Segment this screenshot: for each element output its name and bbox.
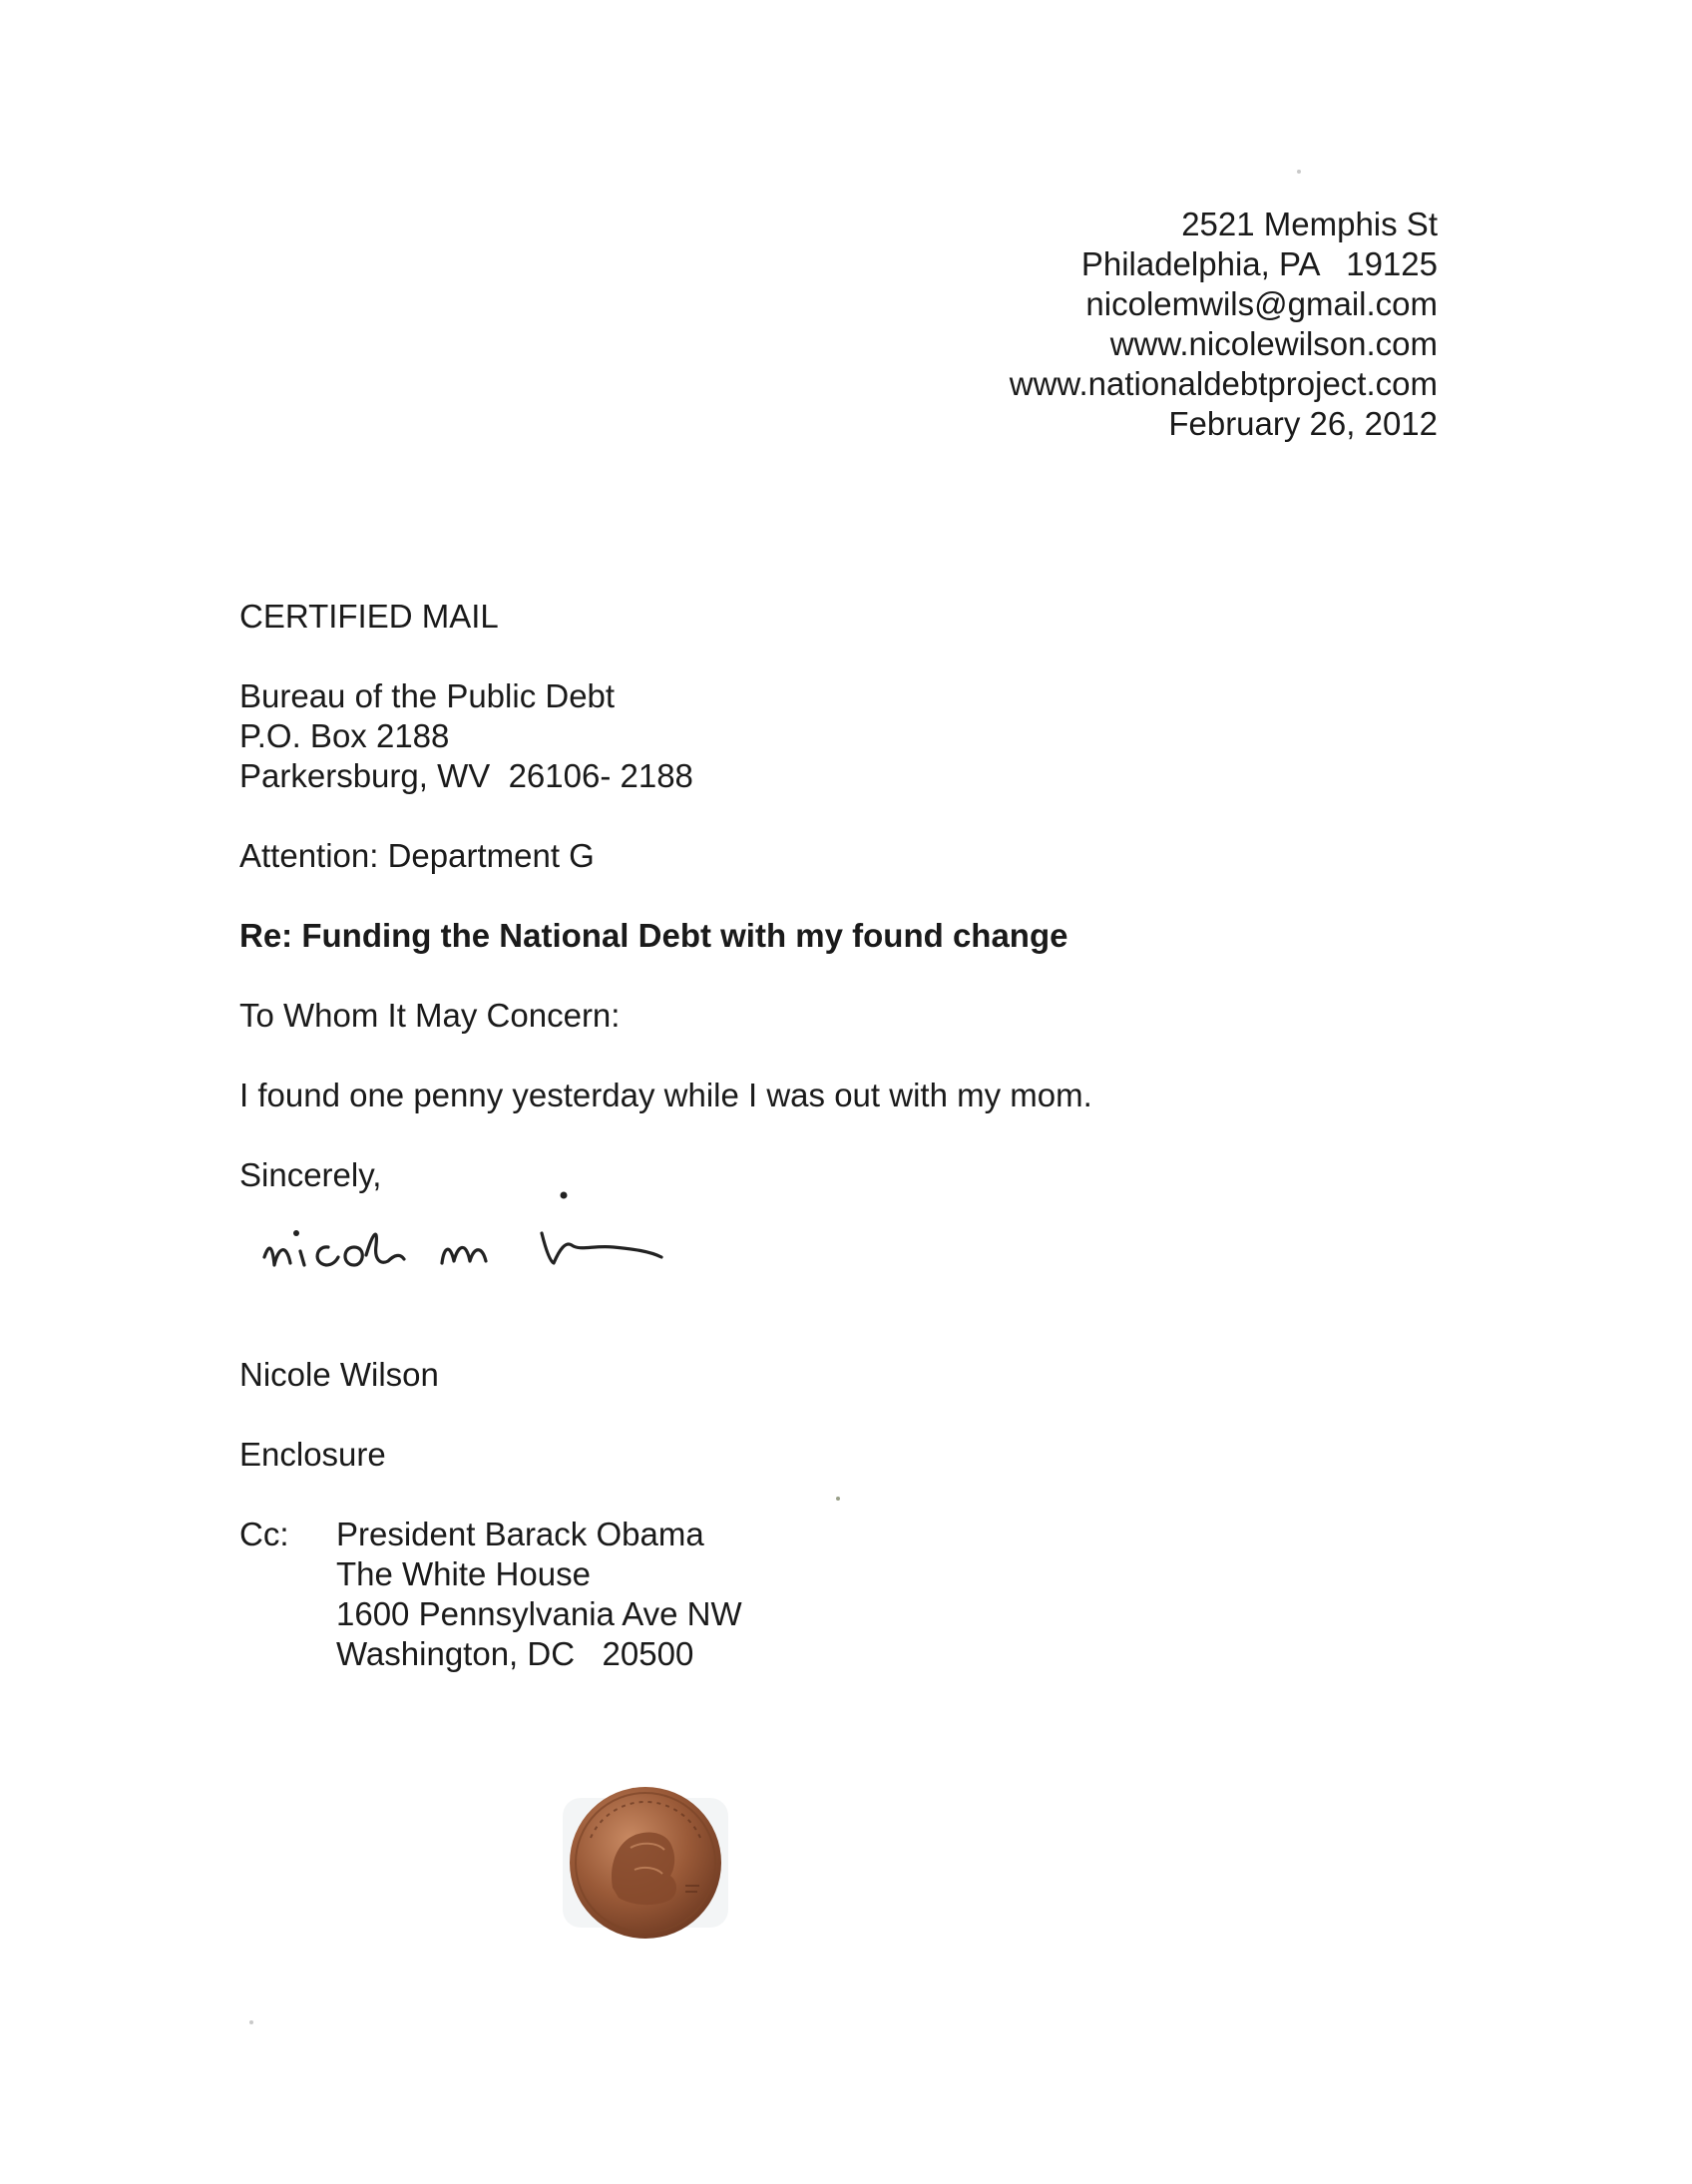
recipient-name: Bureau of the Public Debt <box>239 677 616 714</box>
sender-address-block <box>1010 205 1438 444</box>
salutation: To Whom It May Concern: <box>239 997 621 1034</box>
closing: Sincerely, <box>239 1156 382 1193</box>
cc-line-3: 1600 Pennsylvania Ave NW <box>336 1595 742 1632</box>
sender-website-1: www.nicolewilson.com <box>1109 325 1438 362</box>
recipient-po-box: P.O. Box 2188 <box>239 717 450 754</box>
enclosure-note: Enclosure <box>239 1436 386 1473</box>
letter-date: February 26, 2012 <box>1168 405 1438 442</box>
paper-speck <box>249 2020 253 2024</box>
sender-website-2: www.nationaldebtproject.com <box>1009 365 1438 402</box>
mail-type: CERTIFIED MAIL <box>239 598 499 635</box>
letter-body: I found one penny yesterday while I was out with my mom. <box>239 1077 1092 1113</box>
sender-street: 2521 Memphis St <box>1181 206 1438 242</box>
sender-email: nicolemwils@gmail.com <box>1085 285 1438 322</box>
cc-address <box>336 1515 742 1674</box>
paper-speck <box>836 1497 840 1501</box>
penny-coin <box>561 1778 730 1948</box>
cc-line-4: Washington, DC 20500 <box>336 1635 694 1672</box>
cc-line-2: The White House <box>336 1555 591 1592</box>
signer-name: Nicole Wilson <box>239 1356 439 1393</box>
paper-speck <box>1297 170 1301 174</box>
cc-name: President Barack Obama <box>336 1516 704 1552</box>
attention-line: Attention: Department G <box>239 837 595 874</box>
cc-label: Cc: <box>239 1516 289 1552</box>
sender-city-state-zip: Philadelphia, PA 19125 <box>1080 245 1438 282</box>
recipient-city-state-zip: Parkersburg, WV 26106- 2188 <box>239 757 693 794</box>
recipient-address-block <box>239 676 693 796</box>
handwritten-signature <box>254 1185 723 1305</box>
subject-line: Re: Funding the National Debt with my found change <box>239 917 1068 954</box>
